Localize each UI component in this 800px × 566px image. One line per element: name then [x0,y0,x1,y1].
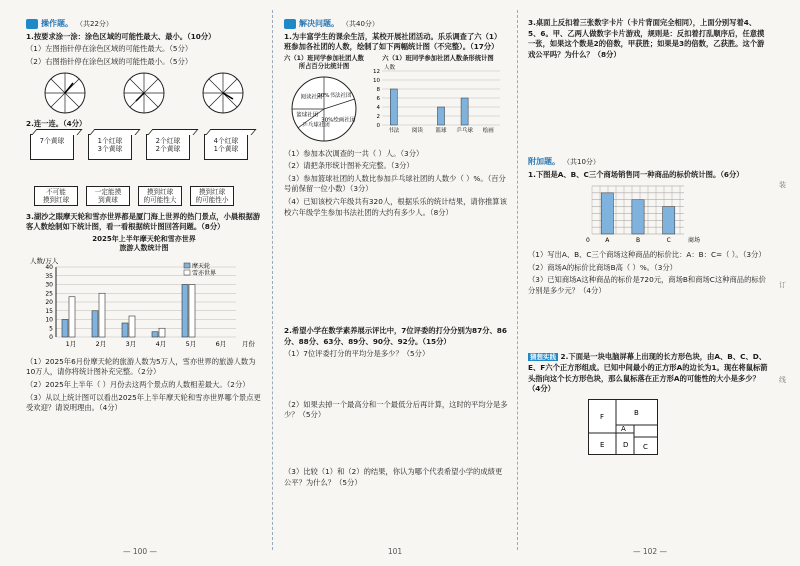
pie-slice-label: 篮球社团 [296,112,319,119]
tourism-bar-chart [26,253,262,353]
section-icon [284,19,296,29]
question-3: 3.桌面上反扣着三张数字卡片（卡片背面完全相同），上面分别写着4、5、6。甲、乙两人做数字卡片游戏，规则是：反扣着打乱顺序后，任意摸一张，如果这个数是2的倍数，甲获胜；如果是3的倍数，乙获胜。这个游戏公平吗？为什么？（8分） [528,18,765,59]
section-header-extra [528,156,768,168]
right-page [520,0,800,566]
ball-box[interactable]: 4个红球 1个黄球 [204,134,248,160]
statement-card[interactable]: 不可能 摸到红球 [34,186,78,206]
x-tick-label: C [666,237,671,245]
question-3-sub-3: （3）从以上统计图可以看出2025年上半年摩天轮和雪亦世界哪个景点更受欢迎？请说明理由。（4分） [26,392,261,413]
price-bar [601,193,613,234]
section-title: 附加题。 [528,157,560,167]
bar-雪亦世界 [99,294,105,338]
grid-letter: E [600,440,605,449]
x-tick-label: B [635,237,641,245]
bar-雪亦世界 [159,329,165,338]
grid-letter: C [643,442,648,451]
y-tick-label: 10 [45,316,53,324]
question-1-sub-4: （4）已知该校六年级共有320人，根据乐乐的统计结果，请你推算该校六年级学生参加书法社团的大约有多少人。（8分） [284,196,507,217]
pie-slice-label: 阅读社团 [300,94,323,101]
x-tick-label: 乒乓球 [456,127,473,134]
extra-question-1-sub-2: （2）商场A的标价比商场B高（ ）%。（3分） [528,262,677,272]
question-1: 1.为丰富学生的课余生活，某校开展社团活动。乐乐调查了六（1）班参加各社团的人数，绘制了如下两幅统计图（不完整）。（17分） [284,31,502,52]
y-tick-label: 35 [45,273,53,280]
club-charts [284,55,508,149]
x-tick-label: 4月 [155,340,167,349]
x-tick-label: 2月 [95,340,107,349]
binding-char: 装 [779,181,786,189]
y-axis-label: 人数/万人 [30,257,59,266]
grid-letter: B [634,408,639,417]
extra-question-1-sub-1: （1）写出A、B、C三个商场这种商品的标价比：A：B：C=（ ）。（3分） [528,250,766,260]
y-tick-label: 2 [376,113,380,120]
spinner-circle-middle[interactable] [122,71,166,115]
club-bar-chart [368,63,508,137]
club-bar [390,89,397,125]
question-2-sub-2: （2）如果去掉一个最高分和一个最低分后再计算，这时的平均分是多少？（5分） [284,399,508,420]
question-2-sub-3: （3）比较（1）和（2）的结果，你认为哪个代表希望小学的成绩更公平？为什么？（5分） [284,467,503,487]
x-tick-label: 3月 [125,340,137,349]
question-2: 2.连一连。（4分） [26,119,87,129]
ball-box[interactable]: 7个黄球 [30,134,74,160]
extra-question-1: 1.下图是A、B、C三个商场销售同一种商品的标价统计图。（6分） [528,169,744,179]
y-tick-label: 12 [373,68,380,75]
x-tick-label: 6月 [215,340,227,349]
section-header-operation [26,18,262,30]
x-tick-label: 1月 [65,340,77,349]
spinner-circle-right[interactable] [201,71,245,115]
bar-雪亦世界 [129,316,135,337]
x-tick-label: 5月 [185,340,197,349]
extra-question-2 [528,352,768,394]
grid-letter: A [621,424,626,433]
section-score: （共22分） [76,19,113,28]
statement-card[interactable]: 摸到红球 的可能性大 [138,186,182,206]
question-1-sub-1: （1）左图指针停在涂色区域的可能性最大。（5分） [26,44,193,54]
pie-slice-label: 20%书法社团 [317,92,352,99]
page-number-left: — 100 — [122,547,158,556]
bar-摩天轮 [62,320,68,338]
x-tick-label: 篮球 [435,127,447,134]
y-axis-label: 人数 [384,64,396,71]
question-2: 2.希望小学在数学素养展示评比中，7位评委的打分分别为87分、86分、88分、63分、89分、90分、92分。（15分） [284,326,507,346]
pie-chart-title: 六（1）班同学参加社团人数所占百分比统计图 [284,54,364,70]
club-pie-chart [284,71,364,145]
legend-swatch [184,263,190,268]
y-tick-label: 20 [45,299,53,307]
price-bar [632,200,644,234]
question-3-sub-1: （1）2025年6月份摩天轮的旅游人数为5万人，雪亦世界的旅游人数为10万人，请你将统计图补充完整。（2分） [26,356,256,377]
club-bar [437,107,444,125]
section-title: 操作题。 [41,19,73,28]
pie-slice-label: 乒乓球社团 [302,122,330,129]
origin-label: 0 [586,237,590,245]
question-1-sub-2: （2）右图指针停在涂色区域的可能性最小。（5分） [26,56,193,66]
x-tick-label: 阅读 [411,127,423,134]
club-bar [461,98,468,125]
legend-label: 摩天轮 [192,263,211,271]
y-tick-label: 8 [376,86,380,93]
y-tick-label: 6 [376,95,380,102]
spinner-row [26,71,262,115]
binding-char: 线 [779,376,786,384]
ball-box[interactable]: 2个红球 2个黄球 [146,134,190,160]
y-tick-label: 4 [376,104,380,111]
question-1: 1.按要求涂一涂：涂色区域的可能性最大、最小。（10分） [26,31,216,41]
section-icon [26,19,38,29]
question-3: 3.湖沙之眼摩天轮和雪亦世界都是厦门海上世界的热门景点，小晨根据游客人数绘制如下统计图，看一看根据统计图回答问题。（8分） [26,211,261,232]
chart-title-line-2: 旅游人数统计图 [119,244,169,253]
statement-cards [34,186,262,206]
statement-card[interactable]: 一定能摸 到黄球 [86,186,130,206]
extra-question-1-sub-3: （3）已知商场A这种商品的标价是720元，商场B和商场C这种商品的标价分别是多少元？（4分） [528,275,766,295]
binding-char: 订 [779,281,786,289]
square-grid-figure [588,399,658,455]
grid-letter: D [623,440,629,449]
y-tick-label: 15 [45,308,53,315]
section-score: （共10分） [563,158,600,167]
x-axis-label: 商场 [688,237,701,245]
y-tick-label: 0 [376,122,380,129]
question-1-sub-3: （3）参加篮球社团的人数比参加乒乓球社团的人数少（ ）%。（百分号前保留一位小数）（3分） [284,173,506,194]
y-tick-label: 5 [49,325,53,333]
x-tick-label: A [605,237,610,245]
x-tick-label: 绘画 [482,127,494,134]
legend-swatch [184,270,190,275]
page-number-right: — 102 — [632,547,668,556]
bar-雪亦世界 [189,285,195,338]
legend-label: 雪亦世界 [192,270,217,278]
spinner-circle-left[interactable] [43,71,87,115]
x-axis-label: 月份 [242,340,255,349]
chart-title-line-1: 2025年上半年摩天轮和雪亦世界 [92,235,196,244]
pie-slice-label: 30%绘画社团 [321,117,356,124]
middle-page [276,0,514,566]
price-bar [663,207,675,234]
question-2-sub-1: （1）7位评委打分的平均分是多少？（5分） [284,349,430,359]
question-3-sub-2: （2）2025年上半年（ ）月份去这两个景点的人数相差最大。（2分） [26,379,250,389]
ball-box[interactable]: 1个红球 3个黄球 [88,134,132,160]
ball-boxes [30,134,262,160]
shop-price-chart [578,182,718,246]
grid-letter: F [600,412,605,421]
practice-tag: 猜想实践 [530,353,556,362]
left-page [0,0,268,566]
section-score: （共40分） [342,19,379,28]
bar-摩天轮 [182,285,188,338]
bar-摩天轮 [122,323,128,337]
y-tick-label: 25 [45,290,53,298]
extra-question-2-text: 2.下面是一块电脑屏幕上出现的长方形色块，由A、B、C、D、E、F六个正方形组成。已知中间最小的正方形A的边长为1。现在将鼠标箭头指向这个长方形色块，那么鼠标落在正方形A的可能性的大小是多少？（4分） [528,352,768,394]
page-number-middle: 101 [387,547,403,556]
y-tick-label: 40 [45,264,53,272]
y-tick-label: 0 [49,334,53,342]
y-tick-label: 30 [45,281,53,289]
section-title: 解决问题。 [299,19,339,28]
statement-card[interactable]: 摸到红球 的可能性小 [190,186,234,206]
bar-chart-title: 六（1）班同学参加社团人数条形统计图 [382,54,494,62]
section-header-problems [284,18,508,30]
x-tick-label: 书法 [388,127,400,134]
bar-摩天轮 [92,311,98,337]
bar-摩天轮 [152,332,158,337]
question-1-sub-1: （1）参加本次调查的一共（ ）人。（3分） [284,148,424,158]
question-1-sub-2: （2）请把条形统计图补充完整。（3分） [284,161,414,171]
bar-雪亦世界 [69,297,75,337]
y-tick-label: 10 [373,77,380,84]
